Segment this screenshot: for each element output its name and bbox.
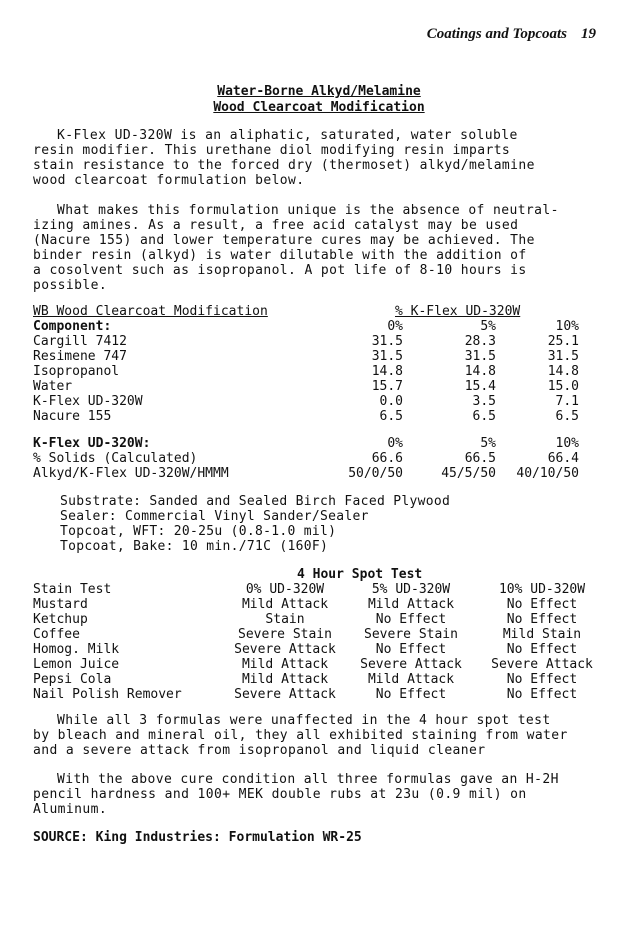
table-cell: 31.5 — [371, 349, 403, 364]
level-header: 10% — [555, 436, 579, 451]
title-line-1: Water-Borne Alkyd/Melamine — [217, 84, 421, 99]
column-header: 0% UD-320W — [245, 582, 325, 597]
table-cell: 45/5/50 — [441, 466, 496, 481]
formulation-header-row — [33, 319, 593, 334]
table-row — [33, 687, 608, 702]
level-header: 5% — [480, 319, 496, 334]
stain-name: Mustard — [33, 597, 88, 612]
component-label: Component: — [33, 319, 112, 334]
document-title — [0, 84, 638, 116]
table-row — [33, 627, 608, 642]
table-cell: 7.1 — [555, 394, 579, 409]
table-cell: 6.5 — [379, 409, 403, 424]
table-row — [33, 597, 608, 612]
table-row — [33, 349, 593, 364]
table-row — [33, 466, 593, 481]
table-cell: 66.4 — [547, 451, 579, 466]
table-cell: Mild Attack — [367, 672, 455, 687]
formulation-group-header: % K-Flex UD-320W — [395, 304, 521, 319]
table-row — [33, 409, 593, 424]
table-cell: 31.5 — [371, 334, 403, 349]
table-cell: 15.0 — [547, 379, 579, 394]
table-cell: Severe Stain — [364, 627, 458, 642]
condition-line: Substrate: Sanded and Sealed Birch Faced Plywood — [60, 494, 451, 509]
table-cell: 6.5 — [555, 409, 579, 424]
spot-test-title-row — [33, 567, 593, 582]
table-cell: Severe Attack — [234, 642, 336, 657]
summary-label: K-Flex UD-320W: — [33, 436, 151, 451]
table-cell: Severe Attack — [234, 687, 336, 702]
table-cell: No Effect — [506, 642, 578, 657]
table-row — [33, 451, 593, 466]
paragraph-intro-text: K-Flex UD-320W is an aliphatic, saturated, water soluble resin modifier. This urethane diol modifying resin imparts stain resistance to the forced dry (thermoset) alkyd/melamine wood clearcoat formulation below. — [33, 128, 535, 188]
table-cell: Severe Attack — [491, 657, 593, 672]
formulation-heading: WB Wood Clearcoat Modification — [33, 304, 268, 319]
table-cell: 31.5 — [547, 349, 579, 364]
component-name: Resimene 747 — [33, 349, 127, 364]
spot-test-header-row — [33, 582, 608, 597]
column-header: Stain Test — [33, 582, 112, 597]
table-cell: No Effect — [375, 687, 447, 702]
level-header: 0% — [387, 436, 403, 451]
table-cell: 40/10/50 — [516, 466, 579, 481]
table-cell: 0.0 — [379, 394, 403, 409]
stain-name: Nail Polish Remover — [33, 687, 182, 702]
table-row — [33, 394, 593, 409]
table-cell: 14.8 — [547, 364, 579, 379]
summary-name: % Solids (Calculated) — [33, 451, 198, 466]
table-cell: 6.5 — [472, 409, 496, 424]
paragraph-spot-test-notes — [33, 713, 613, 758]
table-row — [33, 379, 593, 394]
table-row — [33, 642, 608, 657]
table-row — [33, 334, 593, 349]
table-cell: 50/0/50 — [348, 466, 403, 481]
component-name: Isopropanol — [33, 364, 120, 379]
table-cell: 25.1 — [547, 334, 579, 349]
summary-header-row — [33, 436, 593, 451]
table-cell: No Effect — [506, 687, 578, 702]
level-header: 0% — [387, 319, 403, 334]
level-header: 5% — [480, 436, 496, 451]
stain-name: Coffee — [33, 627, 80, 642]
table-row — [33, 672, 608, 687]
paragraph-cure-results-text: With the above cure condition all three formulas gave an H-2H pencil hardness and 100+ MEK double rubs at 23u (0.9 mil) on Aluminum. — [33, 772, 559, 817]
table-cell: Severe Attack — [360, 657, 462, 672]
table-cell: No Effect — [506, 612, 578, 627]
paragraph-uniqueness-text: What makes this formulation unique is the absence of neutral- izing amines. As a result, a free acid catalyst may be used (Nacure 155) and lower temperature cures may be achieved. The binder resin (alkyd) is water dilutable with the addition of a cosolvent such as isopropanol. A pot life of 8-10 hours is possible. — [33, 203, 559, 293]
component-name: K-Flex UD-320W — [33, 394, 143, 409]
stain-name: Homog. Milk — [33, 642, 120, 657]
table-cell: No Effect — [506, 672, 578, 687]
table-cell: 28.3 — [464, 334, 496, 349]
summary-name: Alkyd/K-Flex UD-320W/HMMM — [33, 466, 229, 481]
table-cell: 15.7 — [371, 379, 403, 394]
component-name: Nacure 155 — [33, 409, 112, 424]
table-cell: Severe Stain — [238, 627, 332, 642]
header-title: Coatings and Topcoats — [426, 26, 567, 42]
running-header — [427, 26, 596, 43]
table-cell: 66.6 — [371, 451, 403, 466]
source-line: SOURCE: King Industries: Formulation WR-25 — [33, 830, 362, 845]
paragraph-uniqueness — [33, 203, 613, 293]
table-cell: No Effect — [375, 642, 447, 657]
table-cell: 14.8 — [464, 364, 496, 379]
component-name: Water — [33, 379, 73, 394]
level-header: 10% — [555, 319, 579, 334]
condition-line: Topcoat, WFT: 20-25u (0.8-1.0 mil) — [60, 524, 337, 539]
table-cell: No Effect — [375, 612, 447, 627]
paragraph-intro — [33, 128, 613, 188]
table-cell: 14.8 — [371, 364, 403, 379]
table-row — [33, 612, 608, 627]
table-cell: 31.5 — [464, 349, 496, 364]
table-cell: Mild Attack — [241, 672, 329, 687]
stain-name: Lemon Juice — [33, 657, 120, 672]
column-header: 10% UD-320W — [498, 582, 586, 597]
column-header: 5% UD-320W — [371, 582, 451, 597]
paragraph-spot-test-notes-text: While all 3 formulas were unaffected in the 4 hour spot test by bleach and mineral oil, they all exhibited staining from water and a severe attack from isopropanol and liquid cleaner — [33, 713, 568, 758]
condition-line: Sealer: Commercial Vinyl Sander/Sealer — [60, 509, 369, 524]
table-row — [33, 364, 593, 379]
table-cell: Mild Attack — [241, 597, 329, 612]
table-cell: 15.4 — [464, 379, 496, 394]
formulation-heading-row — [33, 304, 593, 319]
component-name: Cargill 7412 — [33, 334, 127, 349]
table-cell: Mild Attack — [367, 597, 455, 612]
table-cell: No Effect — [506, 597, 578, 612]
condition-line: Topcoat, Bake: 10 min./71C (160F) — [60, 539, 329, 554]
title-line-2: Wood Clearcoat Modification — [213, 100, 425, 115]
spot-test-title: 4 Hour Spot Test — [297, 567, 423, 582]
stain-name: Pepsi Cola — [33, 672, 112, 687]
table-cell: Mild Attack — [241, 657, 329, 672]
table-cell: 66.5 — [464, 451, 496, 466]
table-cell: Mild Stain — [502, 627, 582, 642]
table-row — [33, 657, 608, 672]
paragraph-cure-results — [33, 772, 613, 817]
stain-name: Ketchup — [33, 612, 88, 627]
page-number: 19 — [581, 26, 596, 42]
table-cell: 3.5 — [472, 394, 496, 409]
table-cell: Stain — [265, 612, 305, 627]
